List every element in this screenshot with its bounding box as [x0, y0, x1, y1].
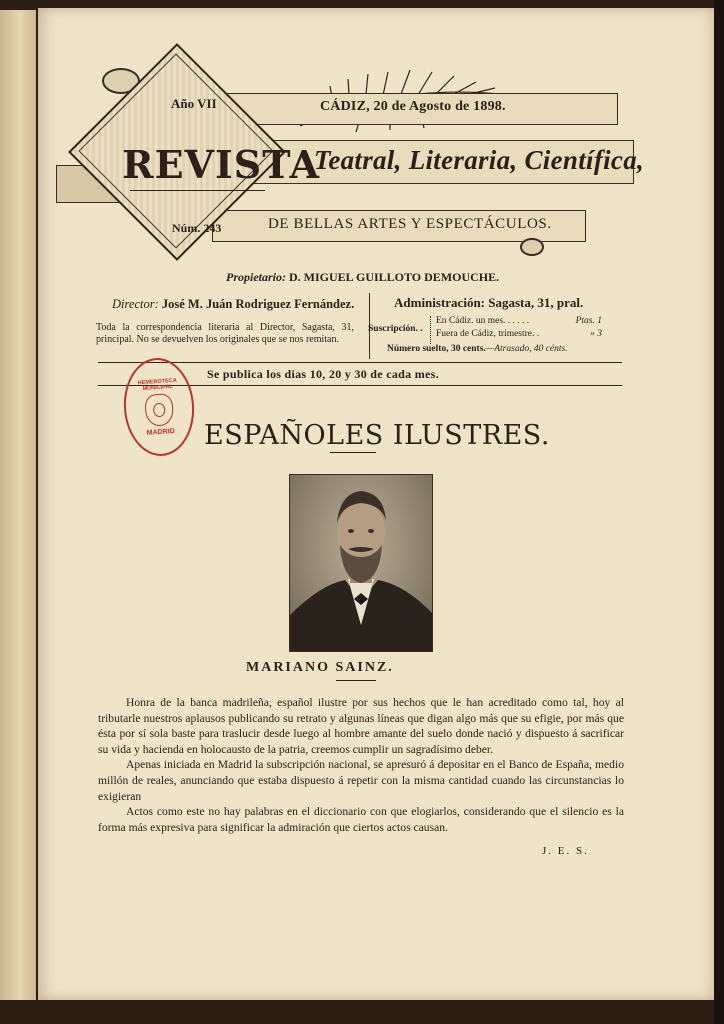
single-issue-text: Número suelto, 30 cents. — [387, 344, 486, 354]
stamp-top-text: HEMEROTECA MUNICIPAL — [137, 377, 177, 392]
masthead-bellas: DE BELLAS ARTES Y ESPECTÁCULOS. — [268, 216, 552, 232]
director-label: Director: — [112, 297, 159, 311]
article-body — [98, 695, 624, 835]
article-paragraph: Actos como este no hay palabras en el diccionario con que elogiarlos, considerando que el silencio es la forma más expresiva para significar la admiración que ciertos actos causan. — [98, 805, 624, 834]
subscription-cadiz — [436, 316, 602, 326]
director-line — [112, 297, 354, 312]
director-name: José M. Juán Rodriguez Fernández. — [161, 297, 355, 311]
crest-icon — [144, 393, 174, 427]
header-rule — [98, 362, 622, 363]
subscription-label: Suscripción. . — [368, 324, 423, 334]
stamp-bottom-text: MADRID — [146, 427, 175, 437]
subscription-fuera-price: » 3 — [590, 329, 602, 339]
portrait-figure — [290, 475, 432, 651]
portrait-photo — [289, 474, 433, 652]
correspondence-note: Toda la correspondencia literaria al Director, Sagasta, 31, principal. No se devuelven los originales que se nos remitan. — [96, 322, 354, 345]
book-edge — [714, 0, 724, 1024]
heading-rule — [330, 452, 376, 453]
issue-date: CÁDIZ, 20 de Agosto de 1898. — [320, 99, 506, 114]
administration-line: Administración: Sagasta, 31, pral. — [394, 295, 584, 310]
scroll-curl-ornament — [520, 238, 544, 256]
back-issue-text: —Atrasado, 40 cénts. — [485, 344, 568, 354]
issue-number: Núm. 243 — [172, 221, 222, 235]
subscription-fuera — [436, 329, 602, 339]
article-paragraph: Honra de la banca madrileña, español ilustre por sus hechos que le han acreditado como tal, hoy al tributarle nuestros aplausos publicando su retrato y algunas líneas que digan algo más que su efigie, por más que ésta por sí sola baste para traslucir desde luego al hombre amante del suelo donde nació y dispuesto á sacrificar su vida y hacienda en holocausto de la patria, creemos cumplir un sagradísimo deber. — [98, 696, 624, 756]
single-issue-price — [387, 344, 568, 354]
issue-year: Año VII — [171, 96, 217, 111]
masthead-subtitle: Teatral, Literaria, Científica, — [314, 145, 645, 175]
subscription-fuera-text: Fuera de Cádiz, trimestre. . — [436, 329, 540, 339]
facing-page-edge — [0, 10, 36, 1000]
masthead-title: REVISTA — [122, 142, 320, 187]
proprietor-name: D. MIGUEL GUILLOTO DEMOUCHE. — [289, 270, 500, 284]
subscription-cadiz-price: Ptas. 1 — [575, 316, 602, 326]
article-signature: J. E. S. — [542, 845, 589, 857]
proprietor-label: Propietario: — [226, 270, 286, 284]
title-underline — [130, 190, 265, 191]
name-rule — [336, 680, 376, 681]
article-heading: ESPAÑOLES ILUSTRES. — [204, 420, 550, 451]
subscription-brace — [430, 316, 431, 344]
subject-name: MARIANO SAINZ. — [246, 660, 394, 675]
article-paragraph: Apenas iniciada en Madrid la subscripción nacional, se apresuró á depositar en el Banco de España, medio millón de reales, anunciando que estaba dispuesto á repetir con la misma cantidad cuando las circunstancias lo exigieran — [98, 758, 624, 803]
proprietor-line — [226, 270, 499, 285]
publication-schedule: Se publica los dias 10, 20 y 30 de cada mes. — [207, 367, 439, 381]
subscription-cadiz-text: En Cádiz. un mes. . . . . . — [436, 316, 530, 326]
